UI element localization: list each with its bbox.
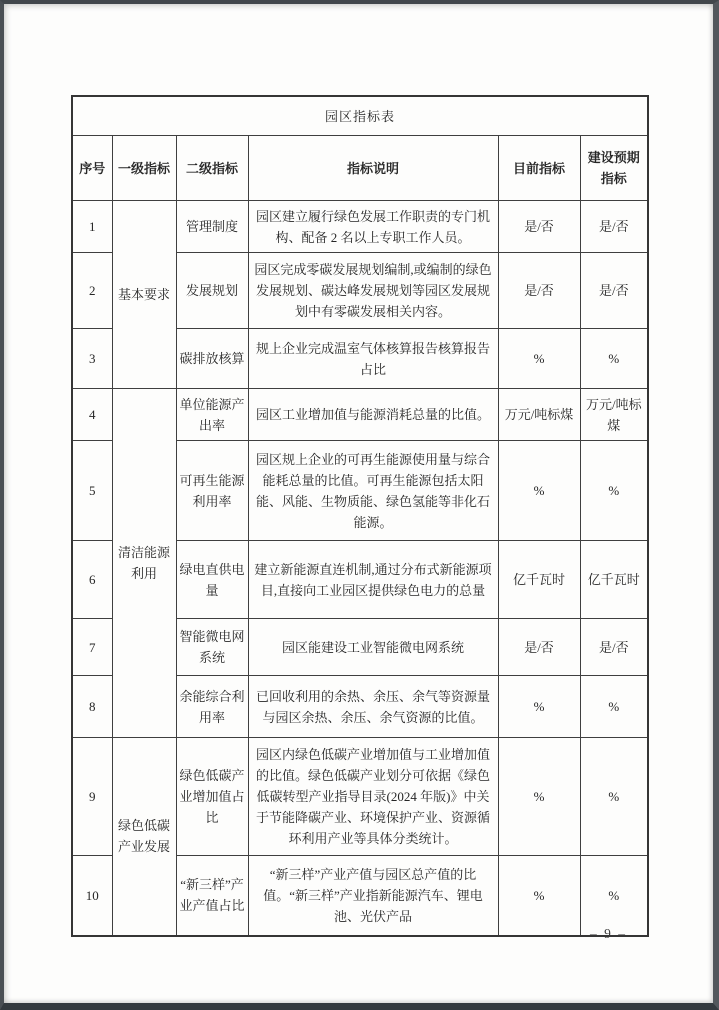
cell-no: 7 xyxy=(72,619,112,676)
cell-expected: % xyxy=(580,676,648,738)
cell-expected: % xyxy=(580,441,648,541)
cell-level2: 碳排放核算 xyxy=(176,329,248,389)
cell-desc: 建立新能源直连机制,通过分布式新能源项目,直接向工业园区提供绿色电力的总量 xyxy=(248,541,498,619)
cell-level2: 余能综合利用率 xyxy=(176,676,248,738)
cell-no: 8 xyxy=(72,676,112,738)
cell-level2: 可再生能源利用率 xyxy=(176,441,248,541)
cell-current: 是/否 xyxy=(498,201,580,253)
column-header-current: 目前指标 xyxy=(498,136,580,201)
cell-desc: 园区完成零碳发展规划编制,或编制的绿色发展规划、碳达峰发展规划等园区发展规划中有零碳发展相关内容。 xyxy=(248,253,498,329)
cell-current: % xyxy=(498,441,580,541)
cell-no: 3 xyxy=(72,329,112,389)
cell-expected: % xyxy=(580,329,648,389)
column-header-no: 序号 xyxy=(72,136,112,201)
table-title-row xyxy=(72,96,648,136)
cell-desc: 园区内绿色低碳产业增加值与工业增加值的比值。绿色低碳产业划分可依据《绿色低碳转型产业指导目录(2024 年版)》中关于节能降碳产业、环境保护产业、资源循环利用产业等具体分类统计。 xyxy=(248,738,498,856)
cell-no: 6 xyxy=(72,541,112,619)
cell-desc: 已回收利用的余热、余压、余气等资源量与园区余热、余压、余气资源的比值。 xyxy=(248,676,498,738)
cell-no: 1 xyxy=(72,201,112,253)
cell-expected: 是/否 xyxy=(580,619,648,676)
cell-no: 4 xyxy=(72,389,112,441)
cell-desc: 园区建立履行绿色发展工作职责的专门机构、配备 2 名以上专职工作人员。 xyxy=(248,201,498,253)
cell-expected: 是/否 xyxy=(580,253,648,329)
cell-level2: 单位能源产出率 xyxy=(176,389,248,441)
cell-expected: % xyxy=(580,738,648,856)
column-header-desc: 指标说明 xyxy=(248,136,498,201)
cell-level1-group: 基本要求 xyxy=(112,201,176,389)
table-title: 园区指标表 xyxy=(72,96,648,136)
cell-current: 是/否 xyxy=(498,619,580,676)
cell-desc: 园区工业增加值与能源消耗总量的比值。 xyxy=(248,389,498,441)
cell-no: 5 xyxy=(72,441,112,541)
cell-current: 是/否 xyxy=(498,253,580,329)
column-header-expected: 建设预期指标 xyxy=(580,136,648,201)
column-header-level1: 一级指标 xyxy=(112,136,176,201)
page-number: – 9 – xyxy=(590,926,627,941)
cell-level2: 绿色低碳产业增加值占比 xyxy=(176,738,248,856)
cell-expected: 亿千瓦时 xyxy=(580,541,648,619)
cell-level2: “新三样”产业产值占比 xyxy=(176,856,248,936)
cell-no: 9 xyxy=(72,738,112,856)
table-header-row xyxy=(72,136,648,201)
cell-desc: 园区能建设工业智能微电网系统 xyxy=(248,619,498,676)
table-row xyxy=(72,389,648,441)
cell-level2: 发展规划 xyxy=(176,253,248,329)
cell-desc: “新三样”产业产值与园区总产值的比值。“新三样”产业指新能源汽车、锂电池、光伏产品 xyxy=(248,856,498,936)
cell-expected: 万元/吨标煤 xyxy=(580,389,648,441)
indicator-table xyxy=(71,95,649,937)
cell-desc: 园区规上企业的可再生能源使用量与综合能耗总量的比值。可再生能源包括太阳能、风能、生物质能、绿色氢能等非化石能源。 xyxy=(248,441,498,541)
cell-no: 10 xyxy=(72,856,112,936)
column-header-level2: 二级指标 xyxy=(176,136,248,201)
cell-level2: 绿电直供电量 xyxy=(176,541,248,619)
cell-no: 2 xyxy=(72,253,112,329)
table-row xyxy=(72,738,648,856)
cell-level2: 智能微电网系统 xyxy=(176,619,248,676)
cell-current: 万元/吨标煤 xyxy=(498,389,580,441)
table-row xyxy=(72,201,648,253)
cell-level2: 管理制度 xyxy=(176,201,248,253)
cell-expected: 是/否 xyxy=(580,201,648,253)
cell-current: % xyxy=(498,329,580,389)
cell-current: % xyxy=(498,738,580,856)
cell-expected: % xyxy=(580,856,648,936)
cell-current: % xyxy=(498,856,580,936)
cell-desc: 规上企业完成温室气体核算报告核算报告占比 xyxy=(248,329,498,389)
cell-current: 亿千瓦时 xyxy=(498,541,580,619)
cell-level1-group: 清洁能源利用 xyxy=(112,389,176,738)
cell-level1-group: 绿色低碳产业发展 xyxy=(112,738,176,936)
cell-current: % xyxy=(498,676,580,738)
